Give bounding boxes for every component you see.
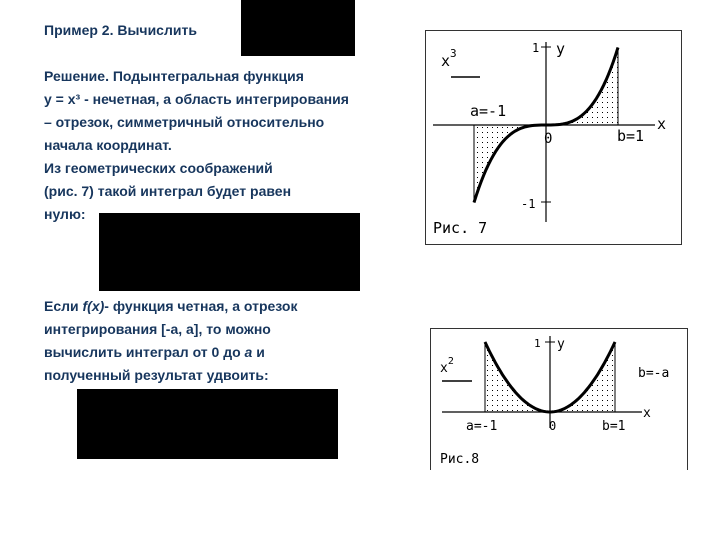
y-axis-label: y	[557, 337, 565, 352]
even-line-4: полученный результат удвоить:	[44, 367, 269, 383]
label-b-equals-minus-a: b=-a	[638, 366, 670, 381]
figure-7	[425, 30, 682, 245]
even-line-1-suffix: - функция четная, а отрезок	[104, 298, 298, 314]
solution-line-4: начала координат.	[44, 137, 172, 153]
figure-8-caption: Рис.8	[440, 452, 480, 467]
tick-label-minus-1: -1	[521, 197, 536, 211]
even-line-3	[44, 344, 265, 360]
tick-label-1: 1	[532, 41, 540, 55]
figure-7-svg	[425, 30, 682, 245]
even-line-1-prefix: Если	[44, 298, 83, 314]
label-b: b=1	[617, 127, 645, 145]
figure-8	[430, 328, 688, 470]
label-b: b=1	[602, 419, 626, 434]
label-a: a=-1	[466, 419, 498, 434]
tick-label-1: 1	[534, 337, 541, 350]
figure-7-caption: Рис. 7	[433, 219, 488, 237]
x-axis-label: x	[657, 115, 667, 133]
even-line-2: интегрирования [-a, a], то можно	[44, 321, 271, 337]
figure-8-svg	[430, 328, 688, 470]
even-line-1	[44, 298, 297, 314]
solution-line-7: нулю:	[44, 206, 86, 222]
solution-line-5: Из геометрических соображений	[44, 160, 273, 176]
solution-line-6: (рис. 7) такой интеграл будет равен	[44, 183, 292, 199]
x-axis-label: x	[643, 406, 651, 421]
example-title: Пример 2. Вычислить	[44, 22, 197, 38]
variable-a: a	[244, 344, 253, 360]
even-line-3-suffix: и	[252, 344, 265, 360]
solution-line-2: y = x³ - нечетная, а область интегрирования	[44, 91, 349, 107]
solution-line-3: – отрезок, симметричный относительно	[44, 114, 325, 130]
function-label: $x^3$	[441, 47, 457, 70]
solution-line-1: Решение. Подынтегральная функция	[44, 68, 304, 84]
y-axis-label: y	[556, 40, 566, 58]
origin-label: 0	[544, 131, 553, 147]
origin-label: 0	[549, 419, 557, 433]
function-f-of-x: f(x)	[82, 298, 105, 314]
even-line-3-prefix: вычислить интеграл от 0 до	[44, 344, 245, 360]
function-label: $x^2$	[440, 356, 454, 376]
redacted-formula-2	[99, 213, 360, 291]
redacted-formula-3	[77, 389, 338, 459]
redacted-formula-1	[241, 0, 355, 56]
label-a: a=-1	[470, 102, 507, 120]
